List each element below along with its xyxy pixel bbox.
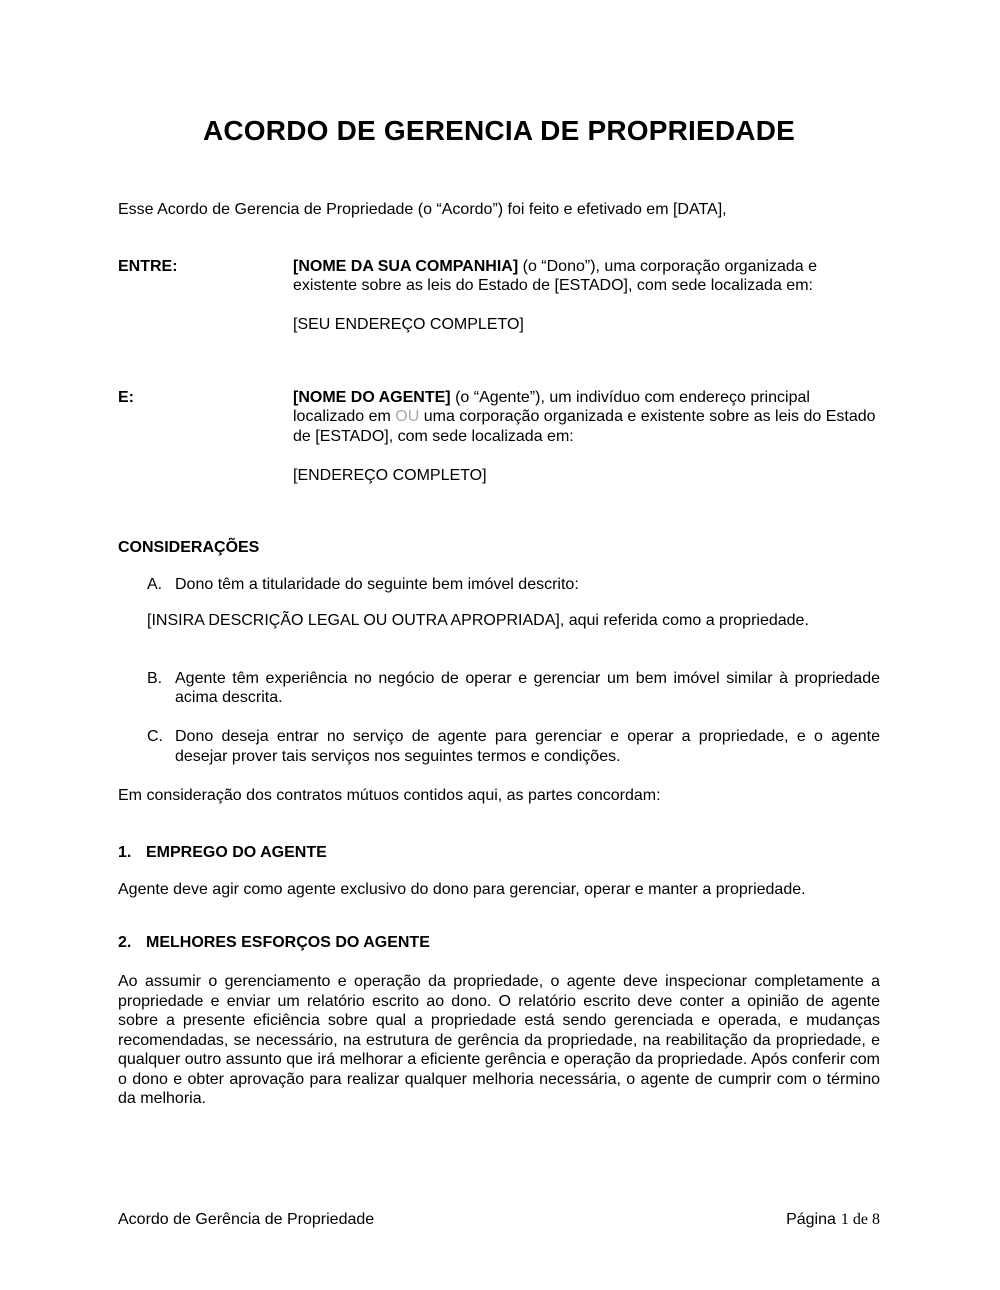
entre-clause: [118, 257, 880, 351]
item-c-marker: C.: [147, 728, 163, 745]
consideracao-item-c: [118, 727, 880, 766]
legal-description-placeholder: [INSIRA DESCRIÇÃO LEGAL OU OUTRA APROPRIADA], aqui referida como a propriedade.: [147, 612, 809, 629]
section-2-number: 2.: [118, 934, 132, 951]
entre-address-placeholder: [SEU ENDEREÇO COMPLETO]: [293, 316, 524, 333]
intro-paragraph: Esse Acordo de Gerencia de Propriedade (o “Acordo”) foi feito e efetivado em [DATA],: [118, 201, 727, 218]
section-1-body: Agente deve agir como agente exclusivo do dono para gerenciar, operar e manter a propriedade.: [118, 880, 806, 898]
section-2-body: Ao assumir o gerenciamento e operação da propriedade, o agente deve inspecionar completamente a propriedade e enviar um relatório escrito ao dono. O relatório escrito deve conter a opinião de agente sobre a presente eficiência sobre qual a propriedade está sendo gerenciada e operada, e mudanças recomendadas, se necessário, na estrutura de gerência da propriedade, na reabilitação da propriedade, e qualquer outro assunto que irá melhorar a eficiente gerência e operação da propriedade. Após conferir com o dono e obter aprovação para realizar qualquer melhoria necessária, o agente de cumprir com o término da melhoria.: [118, 973, 880, 1107]
footer-page-label: Página: [786, 1211, 836, 1228]
section-1-heading: [118, 843, 880, 863]
ou-gray-word: OU: [395, 408, 420, 425]
e-party-paragraph: [293, 388, 880, 447]
entre-label: ENTRE:: [118, 257, 178, 275]
e-party-description-2: uma corporação organizada e existente sobre as leis do Estado de [ESTADO], com sede localizada em:: [293, 408, 876, 445]
consideracoes-closing: Em consideração dos contratos mútuos contidos aqui, as partes concordam:: [118, 786, 661, 804]
e-party-description-1: (o “Agente”), um indivíduo com endereço principal localizado em: [293, 388, 810, 425]
entre-party-paragraph: [293, 257, 880, 296]
e-content: [293, 388, 880, 502]
section-1-title: EMPREGO DO AGENTE: [146, 844, 327, 861]
entre-content: [293, 257, 880, 351]
e-address-placeholder: [ENDEREÇO COMPLETO]: [293, 466, 487, 484]
consideracao-item-b: [118, 669, 880, 708]
entre-party-name: [NOME DA SUA COMPANHIA]: [293, 257, 519, 275]
item-b-marker: B.: [147, 669, 163, 687]
page-footer: [118, 1210, 880, 1230]
e-label: E:: [118, 388, 134, 406]
consideracao-item-a: [118, 575, 880, 595]
entre-party-description: (o “Dono”), uma corporação organizada e existente sobre as leis do Estado de [ESTADO], com sede localizada em:: [293, 257, 817, 294]
consideracoes-heading: CONSIDERAÇÕES: [118, 539, 260, 556]
footer-page-info: 1 de 8: [840, 1211, 880, 1228]
e-clause: [118, 388, 880, 502]
item-a-marker: A.: [147, 575, 163, 593]
section-1-number: 1.: [118, 844, 132, 861]
footer-document-name: Acordo de Gerência de Propriedade: [118, 1211, 375, 1228]
footer-page-number: [786, 1210, 880, 1230]
section-2-title: MELHORES ESFORÇOS DO AGENTE: [146, 934, 430, 951]
e-party-name: [NOME DO AGENTE]: [293, 388, 451, 406]
section-2-heading: [118, 933, 880, 953]
item-c-text: Dono deseja entrar no serviço de agente para gerenciar e operar a propriedade, e o agente desejar prover tais serviços nos seguintes termos e condições.: [175, 728, 880, 765]
item-a-text: Dono têm a titularidade do seguinte bem imóvel descrito:: [175, 575, 579, 593]
document-title: ACORDO DE GERENCIA DE PROPRIEDADE: [202, 115, 796, 146]
item-b-text: Agente têm experiência no negócio de operar e gerenciar um bem imóvel similar à propriedade acima descrita.: [175, 669, 880, 706]
